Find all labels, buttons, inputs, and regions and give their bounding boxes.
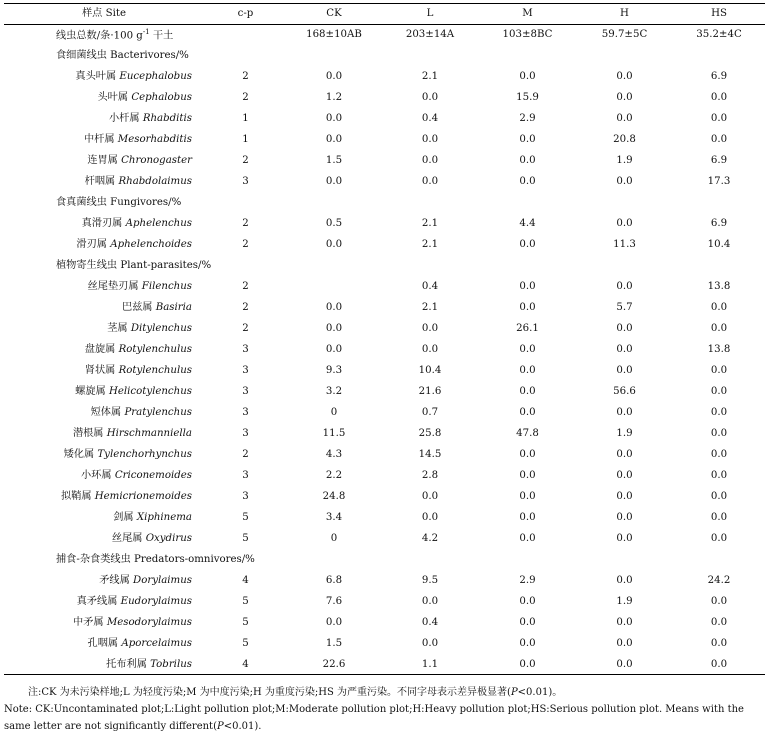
- table-row: [4, 67, 765, 88]
- value-hs: 0.0: [710, 470, 728, 482]
- value-h: 1.9: [616, 596, 633, 608]
- group-row: [4, 193, 765, 214]
- genus-name: 滑刃属 Aphelenchoides: [76, 239, 192, 251]
- value-hs: 17.3: [707, 176, 731, 188]
- value-h: 0.0: [616, 344, 633, 356]
- genus-name: 真滑刃属 Aphelenchus: [81, 218, 192, 230]
- value-hs: 0.0: [710, 302, 728, 314]
- table-row: [4, 634, 765, 655]
- value-ck: 1.5: [325, 638, 343, 650]
- genus-name: 头叶属 Cephalobus: [97, 92, 192, 104]
- group-label: 捕食-杂食类线虫 Predators-omnivores/%: [56, 554, 255, 566]
- value-m: 0.0: [519, 71, 536, 83]
- table-row: [4, 277, 765, 298]
- value-l: 2.1: [421, 302, 439, 314]
- value-m: 0.0: [519, 302, 536, 314]
- nematode-table: [4, 3, 765, 676]
- cp-value: 3: [242, 365, 249, 377]
- value-m: 0.0: [519, 176, 536, 188]
- value-h: 1.9: [616, 155, 633, 167]
- value-h: 0.0: [616, 449, 633, 461]
- value-h: 0.0: [616, 323, 633, 335]
- value-ck: 0.0: [325, 113, 343, 125]
- header-m: M: [522, 7, 533, 19]
- value-ck: 11.5: [322, 428, 346, 440]
- value-l: 0.0: [421, 344, 439, 356]
- value-m: 0.0: [519, 386, 536, 398]
- value-h: 0.0: [616, 617, 633, 629]
- genus-name: 真头叶属 Eucephalobus: [75, 71, 192, 83]
- genus-name: 丝尾垫刃属 Filenchus: [87, 281, 192, 293]
- genus-name: 短体属 Pratylenchus: [90, 407, 192, 419]
- cp-value: 5: [242, 617, 249, 629]
- value-hs: 0.0: [710, 113, 728, 125]
- cp-value: 1: [242, 113, 249, 125]
- value-h: 0.0: [616, 92, 633, 104]
- table-row: [4, 613, 765, 634]
- cp-value: 5: [242, 533, 249, 545]
- table-row: [4, 571, 765, 592]
- value-hs: 13.8: [707, 281, 731, 293]
- value-h: 0.0: [616, 659, 633, 671]
- value-ck: 1.5: [325, 155, 343, 167]
- genus-name: 螺旋属 Helicotylenchus: [75, 386, 192, 398]
- value-ck: 0.0: [325, 134, 343, 146]
- cp-value: 3: [242, 428, 249, 440]
- value-ck: [287, 277, 381, 298]
- header-cp: c-p: [237, 7, 254, 19]
- value-hs: 6.9: [710, 155, 728, 167]
- cp-value: 3: [242, 470, 249, 482]
- value-m: 0.0: [519, 155, 536, 167]
- table-row: [4, 298, 765, 319]
- value-ck: 3.4: [325, 512, 343, 524]
- value-l: 2.1: [421, 218, 439, 230]
- genus-name: 杆咽属 Rhabdolaimus: [84, 176, 192, 188]
- genus-name: 巴兹属 Basiria: [121, 302, 192, 314]
- value-ck: 9.3: [325, 365, 343, 377]
- value-h: 0.0: [616, 638, 633, 650]
- value-m: 0.0: [519, 512, 536, 524]
- value-hs: 10.4: [707, 239, 731, 251]
- value-hs: 13.8: [707, 344, 731, 356]
- value-h: 5.7: [616, 302, 633, 314]
- genus-name: 孔咽属 Aporcelaimus: [87, 638, 192, 650]
- table-row: [4, 382, 765, 403]
- value-l: 9.5: [421, 575, 439, 587]
- value-h: 20.8: [613, 134, 636, 146]
- value-h: 0.0: [616, 281, 633, 293]
- value-m: 0.0: [519, 134, 536, 146]
- table-row: [4, 214, 765, 235]
- value-l: 21.6: [418, 386, 442, 398]
- value-ck: 3.2: [325, 386, 343, 398]
- genus-name: 矛线属 Dorylaimus: [99, 575, 192, 587]
- group-row: [4, 46, 765, 67]
- group-label: 食细菌线虫 Bacterivores/%: [56, 50, 189, 62]
- value-h: 0.0: [616, 407, 633, 419]
- value-hs: 0.0: [710, 134, 728, 146]
- table-row: [4, 172, 765, 193]
- value-l: 0.0: [421, 134, 439, 146]
- header-h: H: [620, 7, 629, 19]
- value-ck: 0.0: [325, 323, 343, 335]
- note-en-line2: same letter are not significantly different(P<0.01).: [4, 721, 262, 732]
- cp-value: 2: [242, 323, 249, 335]
- value-h: 0.0: [616, 176, 633, 188]
- total-row: [4, 25, 765, 46]
- value-h: 0.0: [616, 512, 633, 524]
- value-m: 2.9: [519, 113, 536, 125]
- value-l: 0.4: [421, 617, 439, 629]
- note-zh: 注:CK 为未污染样地;L 为轻度污染;M 为中度污染;H 为重度污染;HS 为严重污染。不同字母表示差异极显著(P<0.01)。: [28, 687, 563, 698]
- value-ck: 0: [330, 407, 338, 419]
- value-l: 25.8: [418, 428, 442, 440]
- value-l: 0.0: [421, 323, 439, 335]
- value-m: 0.0: [519, 407, 536, 419]
- genus-name: 托布利属 Tobrilus: [106, 659, 192, 671]
- value-l: 0.0: [421, 92, 439, 104]
- value-l: 2.1: [421, 239, 439, 251]
- header-hs: HS: [711, 7, 727, 19]
- value-h: 0.0: [616, 113, 633, 125]
- value-hs: 0.0: [710, 323, 728, 335]
- cp-value: 2: [242, 155, 249, 167]
- table-row: [4, 424, 765, 445]
- value-ck: 0: [330, 533, 338, 545]
- header-site: 样点 Site: [82, 7, 126, 19]
- genus-name: 盘旋属 Rotylenchulus: [84, 344, 192, 356]
- total-l: 203±14A: [405, 29, 455, 41]
- cp-value: 2: [242, 302, 249, 314]
- cp-value: 3: [242, 176, 249, 188]
- cp-value: 3: [242, 386, 249, 398]
- value-hs: 6.9: [710, 218, 728, 230]
- value-h: 1.9: [616, 428, 633, 440]
- value-hs: 0.0: [710, 533, 728, 545]
- value-l: 1.1: [421, 659, 439, 671]
- value-l: 4.2: [421, 533, 439, 545]
- value-hs: 0.0: [710, 491, 728, 503]
- value-hs: 0.0: [710, 638, 728, 650]
- value-m: 0.0: [519, 365, 536, 377]
- value-l: 0.0: [421, 176, 439, 188]
- value-m: 0.0: [519, 239, 536, 251]
- table-row: [4, 529, 765, 550]
- value-ck: 2.2: [325, 470, 343, 482]
- genus-name: 矮化属 Tylenchorhynchus: [63, 449, 192, 461]
- value-l: 2.8: [421, 470, 439, 482]
- cp-value: 5: [242, 512, 249, 524]
- header-row: [4, 3, 765, 25]
- value-l: 0.4: [421, 281, 439, 293]
- value-l: 0.7: [421, 407, 439, 419]
- value-h: 0.0: [616, 470, 633, 482]
- table-row: [4, 508, 765, 529]
- table-row: [4, 466, 765, 487]
- header-l: L: [426, 7, 434, 19]
- note-en-line1: Note: CK:Uncontaminated plot;L:Light pollution plot;M:Moderate pollution plot;H:Heavy pollution plot;HS:Serious pollution plot. Means with the: [4, 704, 744, 715]
- value-m: 0.0: [519, 470, 536, 482]
- value-m: 0.0: [519, 344, 536, 356]
- cp-value: 3: [242, 344, 249, 356]
- value-hs: 0.0: [710, 617, 728, 629]
- value-m: 47.8: [516, 428, 539, 440]
- genus-name: 真矛线属 Eudorylaimus: [76, 596, 192, 608]
- cp-value: 2: [242, 281, 249, 293]
- value-hs: 6.9: [710, 71, 728, 83]
- total-h: 59.7±5C: [601, 29, 648, 41]
- value-l: 0.0: [421, 638, 439, 650]
- value-h: 11.3: [613, 239, 636, 251]
- header-ck: CK: [326, 7, 342, 19]
- value-m: 0.0: [519, 491, 536, 503]
- value-hs: 0.0: [710, 659, 728, 671]
- genus-name: 拟鞘属 Hemicrionemoides: [60, 491, 192, 503]
- value-l: 0.0: [421, 512, 439, 524]
- table-row: [4, 340, 765, 361]
- cp-value: 4: [242, 659, 249, 671]
- genus-name: 中矛属 Mesodorylaimus: [73, 617, 192, 629]
- cp-value: 3: [242, 491, 249, 503]
- table-row: [4, 109, 765, 130]
- value-ck: 1.2: [325, 92, 343, 104]
- value-h: 0.0: [616, 218, 633, 230]
- value-l: 0.0: [421, 491, 439, 503]
- value-m: 26.1: [516, 323, 539, 335]
- value-m: 0.0: [519, 533, 536, 545]
- table-row: [4, 655, 765, 676]
- value-l: 2.1: [421, 71, 439, 83]
- value-ck: 24.8: [322, 491, 346, 503]
- value-hs: 0.0: [710, 596, 728, 608]
- cp-value: 2: [242, 92, 249, 104]
- value-l: 0.0: [421, 155, 439, 167]
- value-m: 0.0: [519, 281, 536, 293]
- group-label: 食真菌线虫 Fungivores/%: [56, 197, 182, 209]
- genus-name: 潜根属 Hirschmanniella: [72, 428, 192, 440]
- genus-name: 肾状属 Rotylenchulus: [84, 365, 192, 377]
- value-l: 0.4: [421, 113, 439, 125]
- group-label: 植物寄生线虫 Plant-parasites/%: [56, 260, 212, 272]
- table-row: [4, 487, 765, 508]
- genus-name: 连胃属 Chronogaster: [87, 155, 192, 167]
- table-row: [4, 151, 765, 172]
- total-hs: 35.2±4C: [696, 29, 742, 41]
- value-m: 15.9: [516, 92, 539, 104]
- genus-name: 丝尾属 Oxydirus: [111, 533, 192, 545]
- cp-value: 2: [242, 449, 249, 461]
- value-h: 0.0: [616, 71, 633, 83]
- cp-value: 2: [242, 239, 249, 251]
- genus-name: 小杆属 Rhabditis: [109, 113, 192, 125]
- value-hs: 24.2: [707, 575, 731, 587]
- cp-value: 5: [242, 596, 249, 608]
- value-ck: 4.3: [325, 449, 343, 461]
- value-h: 0.0: [616, 365, 633, 377]
- value-h: 0.0: [616, 575, 633, 587]
- group-row: [4, 256, 765, 277]
- cp-value: 2: [242, 218, 249, 230]
- table-row: [4, 403, 765, 424]
- value-h: 56.6: [613, 386, 636, 398]
- table-row: [4, 445, 765, 466]
- total-label: 线虫总数/条·100 $g^{-1}$ 干土: [56, 28, 174, 42]
- table-row: [4, 130, 765, 151]
- value-ck: 7.6: [325, 596, 343, 608]
- value-hs: 0.0: [710, 365, 728, 377]
- table-row: [4, 319, 765, 340]
- value-l: 10.4: [418, 365, 442, 377]
- value-ck: 0.0: [325, 176, 343, 188]
- value-m: 2.9: [519, 575, 536, 587]
- table-row: [4, 592, 765, 613]
- cp-value: 5: [242, 638, 249, 650]
- value-hs: 0.0: [710, 449, 728, 461]
- value-hs: 0.0: [710, 92, 728, 104]
- value-m: 0.0: [519, 638, 536, 650]
- table-notes: [4, 684, 768, 735]
- value-hs: 0.0: [710, 407, 728, 419]
- value-h: 0.0: [616, 491, 633, 503]
- total-m: 103±8BC: [502, 29, 553, 41]
- total-ck: 168±10AB: [306, 29, 362, 41]
- value-l: 14.5: [418, 449, 442, 461]
- value-ck: 22.6: [322, 659, 346, 671]
- value-m: 4.4: [519, 218, 536, 230]
- genus-name: 茎属 Ditylenchus: [107, 323, 192, 335]
- cp-value: 1: [242, 134, 249, 146]
- value-h: 0.0: [616, 533, 633, 545]
- genus-name: 剑属 Xiphinema: [113, 512, 192, 524]
- value-ck: 0.0: [325, 302, 343, 314]
- value-ck: 6.8: [325, 575, 343, 587]
- table-row: [4, 235, 765, 256]
- value-m: 0.0: [519, 449, 536, 461]
- value-ck: 0.0: [325, 239, 343, 251]
- value-ck: 0.0: [325, 617, 343, 629]
- cp-value: 2: [242, 71, 249, 83]
- cp-value: 3: [242, 407, 249, 419]
- value-ck: 0.0: [325, 71, 343, 83]
- value-l: 0.0: [421, 596, 439, 608]
- value-m: 0.0: [519, 617, 536, 629]
- group-row: [4, 550, 765, 571]
- value-hs: 0.0: [710, 386, 728, 398]
- cp-value: 4: [242, 575, 249, 587]
- table-row: [4, 88, 765, 109]
- value-hs: 0.0: [710, 428, 728, 440]
- genus-name: 中杆属 Mesorhabditis: [83, 134, 192, 146]
- value-ck: 0.0: [325, 344, 343, 356]
- value-m: 0.0: [519, 596, 536, 608]
- genus-name: 小环属 Criconemoides: [81, 470, 192, 482]
- value-hs: 0.0: [710, 512, 728, 524]
- value-ck: 0.5: [325, 218, 343, 230]
- table-row: [4, 361, 765, 382]
- value-m: 0.0: [519, 659, 536, 671]
